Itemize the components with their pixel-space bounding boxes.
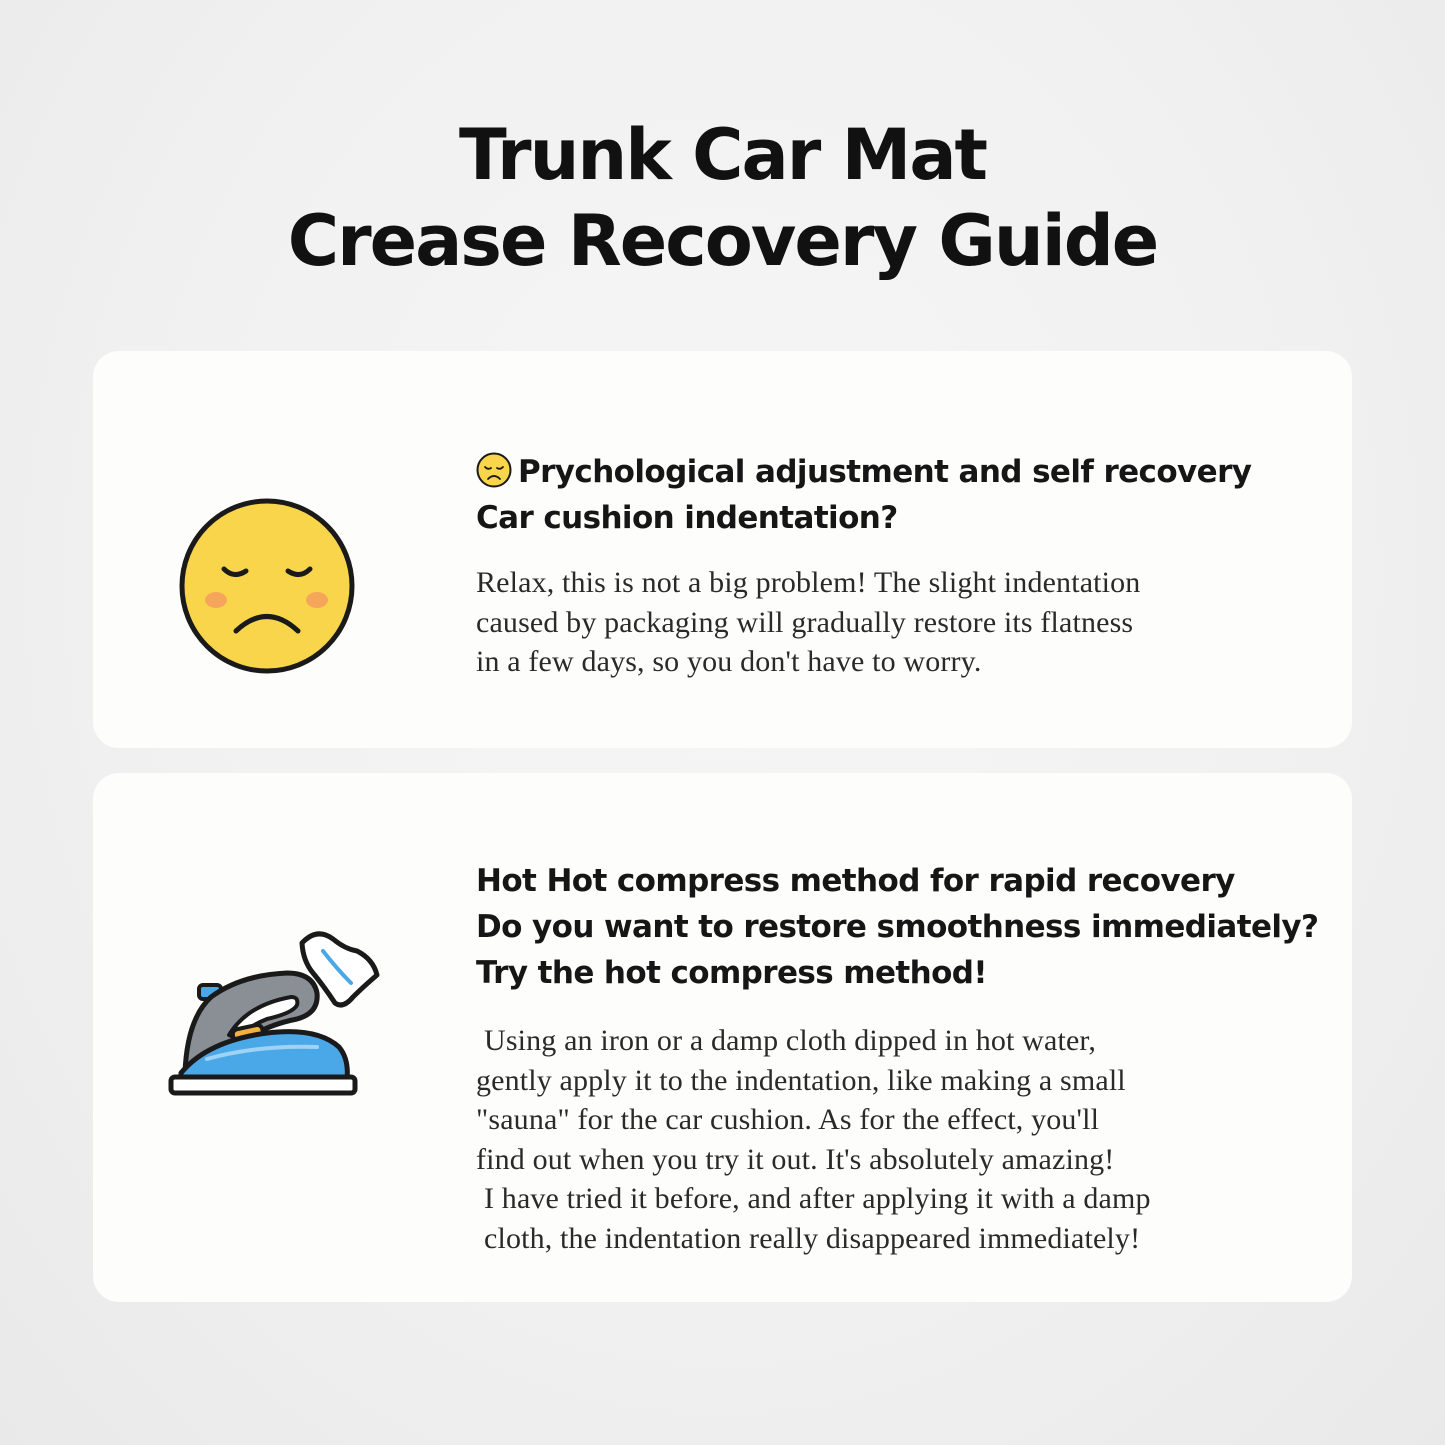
body-line-2: caused by packaging will gradually restore its flatness — [476, 605, 1134, 639]
body-line-1: Relax, this is not a big problem! The slight indentation — [476, 566, 1141, 599]
heading-line-1-text: Prychological adjustment and self recovery — [518, 454, 1252, 490]
sad-face-emoji-icon — [178, 497, 356, 675]
heading-line-1 — [476, 449, 1251, 495]
page-title-line-2: Crease Recovery Guide — [287, 200, 1158, 282]
body-line-1: Using an iron or a damp cloth dipped in hot water, — [484, 1024, 1096, 1057]
small-sad-face-icon — [476, 452, 512, 488]
heading-line-2: Do you want to restore smoothness immediately? — [476, 909, 1319, 945]
page-title-line-1: Trunk Car Mat — [458, 114, 987, 196]
body-line-3: in a few days, so you don't have to worry. — [476, 645, 982, 678]
tip-card-self-recovery — [93, 351, 1352, 748]
body-line-3: "sauna" for the car cushion. As for the effect, you'll — [476, 1103, 1100, 1136]
heading-line-3: Try the hot compress method! — [476, 955, 987, 991]
section-heading-self-recovery — [476, 449, 1251, 541]
body-line-6: cloth, the indentation really disappeared immediately! — [484, 1221, 1141, 1255]
heading-line-2: Car cushion indentation? — [476, 500, 898, 536]
tip-card-hot-compress — [93, 773, 1352, 1302]
section-heading-hot-compress — [476, 858, 1318, 996]
section-body-hot-compress — [476, 1021, 1151, 1258]
body-line-4: find out when you try it out. It's absolutely amazing! — [476, 1142, 1115, 1176]
body-line-5: I have tried it before, and after applying it with a damp — [484, 1182, 1151, 1215]
heading-line-1: Hot Hot compress method for rapid recovery — [476, 863, 1235, 899]
body-line-2: gently apply it to the indentation, like making a small — [476, 1063, 1126, 1097]
page-title — [0, 112, 1445, 284]
section-body-self-recovery — [476, 563, 1140, 682]
steam-iron-icon — [167, 923, 387, 1108]
